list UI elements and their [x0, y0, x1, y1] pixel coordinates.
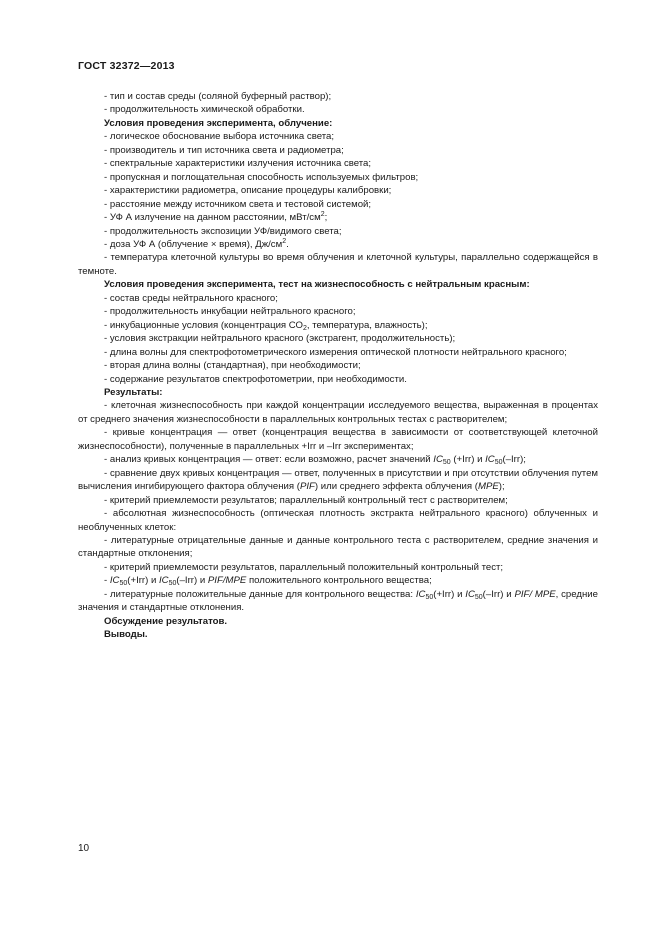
list-item: - продолжительность экспозиции УФ/видимого света; [104, 225, 342, 237]
list-item: - температура клеточной культуры во время облучения и клеточной культуры, параллельно содержащейся в темноте. [78, 252, 598, 277]
page-number: 10 [78, 843, 90, 854]
section-heading: Обсуждение результатов. [104, 615, 228, 627]
section-heading: Условия проведения эксперимента, тест на жизнеспособность с нейтральным красным: [104, 279, 530, 291]
list-item: - литературные положительные данные для контрольного вещества: $IC_{50}(+Irr)$ и $IC_{50}(-Irr)$ и PIF/ MPE, средние значения и стандартные отклонения. [78, 588, 598, 614]
list-item: - тип и состав среды (соляной буферный раствор); [104, 91, 332, 102]
section-heading: Условия проведения эксперимента, облучение: [104, 117, 333, 129]
section-heading: Результаты: [104, 386, 163, 398]
list-item: - условия экстракции нейтрального красного (экстрагент, продолжительность); [104, 333, 456, 345]
list-item: - длина волны для спектрофотометрического измерения оптической плотности нейтрального красного; [104, 346, 567, 358]
list-item: - критерий приемлемости результатов, параллельный положительный контрольный тест; [104, 561, 504, 573]
section-heading: Выводы. [104, 629, 148, 641]
list-item: - $IC_{50}(+Irr)$ и $IC_{50}(-Irr)$ и PIF/MPE положительного контрольного вещества; [104, 575, 432, 588]
list-item: - абсолютная жизнеспособность (оптическая плотность экстракта нейтрального красного) облученных и необлученных клеток: [78, 508, 598, 533]
list-item: - сравнение двух кривых концентрация — ответ, полученных в присутствии и при отсутствии облучения путем вычисления ингибирующего фактора облучения (PIF) или среднего эффекта облучения (MPE); [78, 467, 598, 493]
list-item: - пропускная и поглощательная способность используемых фильтров; [104, 171, 419, 183]
list-item: - производитель и тип источника света и радиометра; [104, 144, 344, 156]
list-item: - клеточная жизнеспособность при каждой концентрации исследуемого вещества, выраженная в процентах от среднего значения жизнеспособности в параллельных контрольных тестах с растворителем; [78, 400, 598, 425]
list-item: - инкубационные условия (концентрация $СО_2$, температура, влажность); [104, 319, 428, 332]
list-item: - УФ А излучение на данном расстоянии, мВт/$см^2$; [104, 211, 328, 224]
list-item: - кривые концентрация — ответ (концентрация вещества в зависимости от соответствующей клеточной жизнеспособности), полученные в параллельных +Irr и –Irr экспериментах; [78, 427, 598, 452]
list-item: - критерий приемлемости результатов; параллельный контрольный тест с растворителем; [104, 494, 508, 506]
list-item: - вторая длина волны (стандартная), при необходимости; [104, 360, 361, 372]
list-item: - расстояние между источником света и тестовой системой; [104, 198, 372, 210]
list-item: - литературные отрицательные данные и данные контрольного теста с растворителем, средние значения и стандартные отклонения; [78, 534, 598, 560]
document-header: ГОСТ 32372—2013 [78, 60, 175, 72]
list-item: - содержание результатов спектрофотометрии, при необходимости. [104, 373, 407, 385]
list-item: - характеристики радиометра, описание процедуры калибровки; [104, 185, 392, 197]
list-item: - доза УФ А (облучение × время), $Дж/см^2$. [104, 237, 289, 250]
list-item: - продолжительность инкубации нейтрального красного; [104, 306, 356, 318]
list-item: - спектральные характеристики излучения источника света; [104, 158, 372, 170]
list-item: - продолжительность химической обработки. [104, 104, 305, 116]
list-item: - состав среды нейтрального красного; [104, 292, 278, 304]
document-body [78, 90, 598, 642]
list-item: - анализ кривых концентрация — ответ: если возможно, расчет значений $IC_{50}$ (+Irr) и $IC_{50}(-Irr)$; [104, 454, 526, 467]
list-item: - логическое обоснование выбора источника света; [104, 131, 334, 143]
